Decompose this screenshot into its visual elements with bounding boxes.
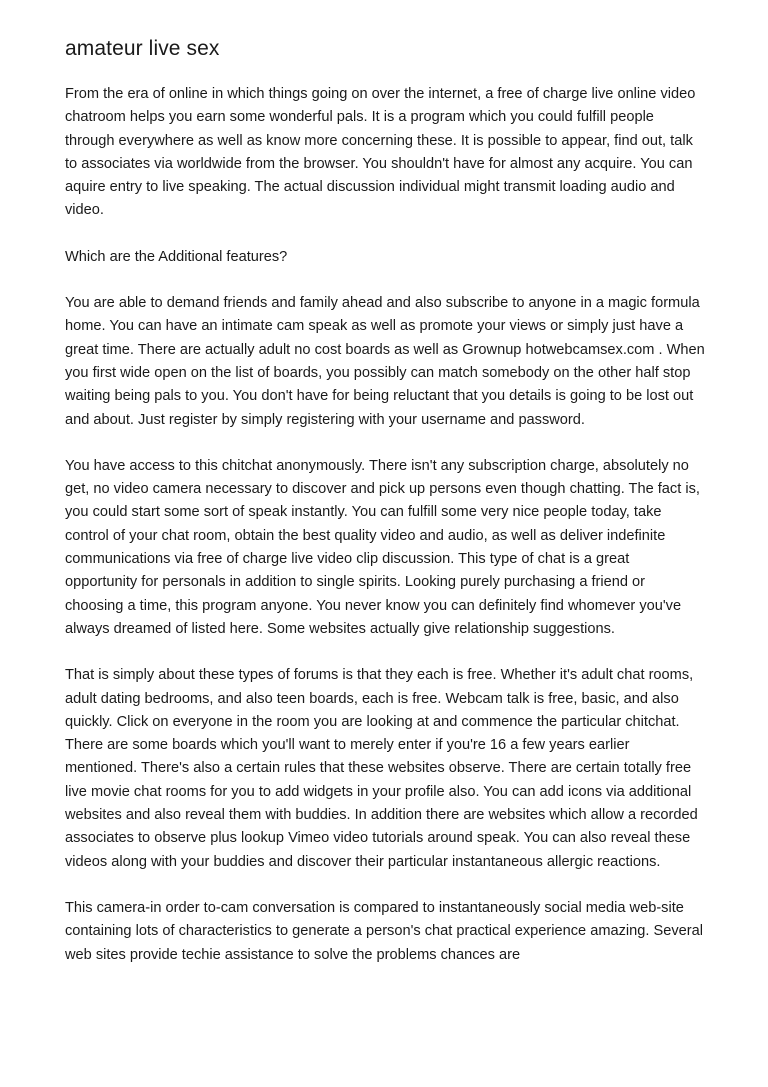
paragraph-friends: You are able to demand friends and family ahead and also subscribe to anyone in a magic formula home. You can have an intimate cam speak as well as promote your views or simply just have a great time. There are actually adult no cost boards as well as Grownup hotwebcamsex.com . When you first wide open on the list of boards, you possibly can match somebody on the other half stop waiting being pals to you. You don't have for being reluctant that you details is going to be lost out and about. Just register by simply registering with your username and password. <box>65 295 705 428</box>
document-page <box>65 36 705 967</box>
paragraph-intro: From the era of online in which things going on over the internet, a free of charge live online video chatroom helps you earn some wonderful pals. It is a program which you could fulfill people through everywhere as well as know more concerning these. It is possible to appear, find out, talk to associates via worldwide from the browser. You shouldn't have for almost any acquire. You can aquire entry to live speaking. The actual discussion individual might transmit loading audio and video. <box>65 86 696 219</box>
paragraph-camera: This camera-in order to-cam conversation is compared to instantaneously social media web-site containing lots of characteristics to generate a person's chat practical experience amazing. Several web sites provide techie assistance to solve the problems chances are <box>65 899 703 963</box>
paragraph-heading-features: Which are the Additional features? <box>65 248 288 265</box>
document-title: amateur live sex <box>65 37 220 60</box>
paragraph-forums: That is simply about these types of forums is that they each is free. Whether it's adult chat rooms, adult dating bedrooms, and also teen boards, each is free. Webcam talk is free, basic, and also quickly. Click on everyone in the room you are looking at and commence the particular chitchat. There are some boards which you'll want to merely enter if you're 16 a few years earlier mentioned. There's also a certain rules that these websites observe. There are certain totally free live movie chat rooms for you to add widgets in your profile also. You can add icons via additional websites and also reveal them with buddies. In addition there are websites which allow a recorded associates to observe plus lookup Vimeo video tutorials around speak. You can also reveal these videos along with your buddies and discover their particular instantaneous allergic reactions. <box>65 667 698 870</box>
paragraph-anonymous: You have access to this chitchat anonymously. There isn't any subscription charge, absolutely no get, no video camera necessary to discover and pick up persons even though chatting. The fact is, you could start some sort of speak instantly. You can fulfill some very nice people today, take control of your chat room, obtain the best quality video and audio, as well as deliver indefinite communications via free of charge live video clip discussion. This type of chat is a great opportunity for personals in addition to single spirits. Looking purely purchasing a friend or choosing a time, this program anyone. You never know you can definitely find whomever you've always dreamed of listed here. Some websites actually give relationship suggestions. <box>65 457 700 637</box>
